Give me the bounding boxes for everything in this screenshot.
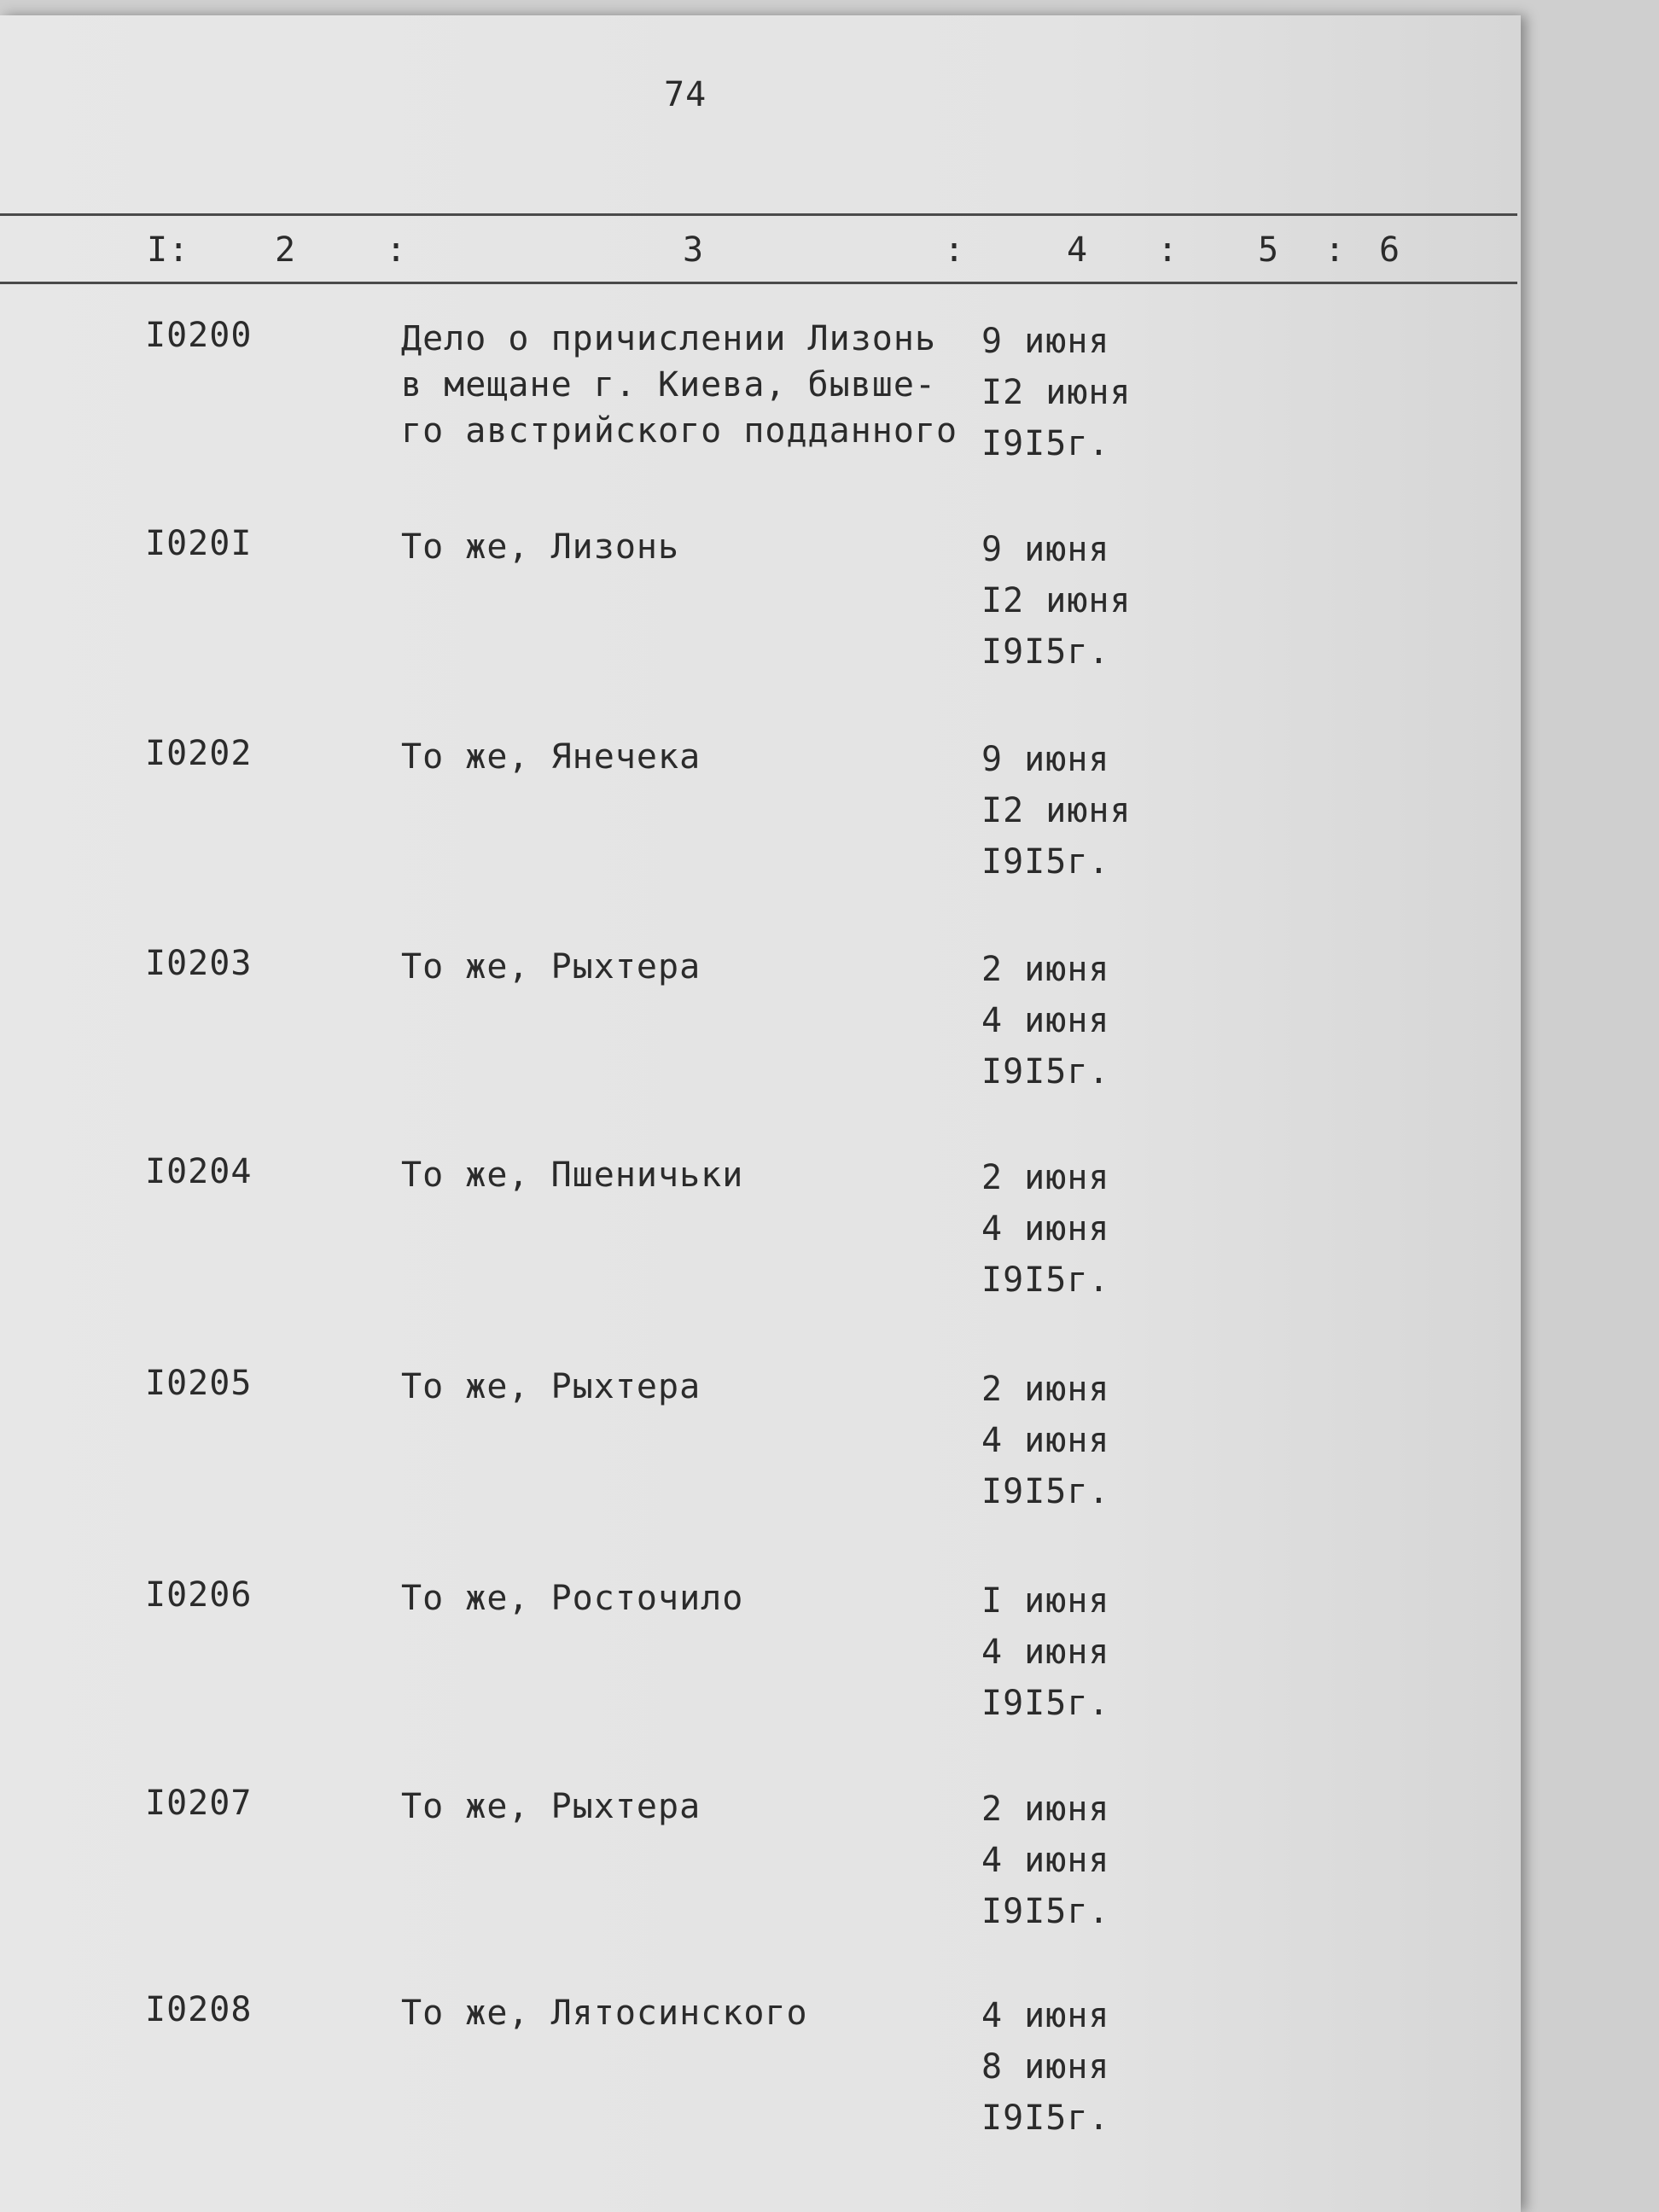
case-dates: [981, 734, 1132, 888]
date-year: I9I5г.: [981, 1472, 1110, 1511]
case-dates: [981, 1990, 1110, 2144]
column-separator: :: [1157, 230, 1179, 270]
column-header-2: 2: [275, 230, 297, 270]
column-header-1: I:: [147, 230, 190, 270]
case-number: I0200: [145, 316, 253, 355]
date-start: 2 июня: [981, 1158, 1110, 1197]
case-number: I0208: [145, 1990, 253, 2029]
date-start: 4 июня: [981, 1996, 1110, 2035]
date-year: I9I5г.: [981, 1052, 1110, 1091]
case-dates: [981, 944, 1110, 1097]
date-start: I июня: [981, 1581, 1110, 1621]
header-rule-top: [0, 213, 1517, 216]
date-year: I9I5г.: [981, 842, 1110, 882]
date-year: I9I5г.: [981, 1684, 1110, 1723]
date-year: I9I5г.: [981, 632, 1110, 672]
case-description: Дело о причислении Лизонь в мещане г. Киева, бывше- го австрийского подданного: [401, 319, 958, 451]
case-description: То же, Янечека: [401, 737, 701, 777]
date-end: I2 июня: [981, 791, 1132, 830]
case-number: I0205: [145, 1364, 253, 1403]
date-start: 9 июня: [981, 322, 1110, 361]
case-description: То же, Лизонь: [401, 527, 680, 567]
date-year: I9I5г.: [981, 424, 1110, 463]
date-end: 4 июня: [981, 1841, 1110, 1880]
case-dates: [981, 1364, 1110, 1517]
date-start: 2 июня: [981, 1370, 1110, 1409]
case-number: I020I: [145, 524, 253, 563]
header-rule-bottom: [0, 282, 1517, 284]
date-start: 2 июня: [981, 1790, 1110, 1829]
column-separator: :: [944, 230, 966, 270]
case-description: То же, Пшеничьки: [401, 1155, 744, 1195]
date-year: I9I5г.: [981, 1892, 1110, 1931]
date-start: 9 июня: [981, 740, 1110, 779]
document-page: [0, 15, 1521, 2212]
case-number: I0207: [145, 1784, 253, 1823]
column-header-5: 5: [1258, 230, 1280, 270]
case-dates: [981, 1784, 1110, 1937]
date-year: I9I5г.: [981, 2098, 1110, 2138]
case-dates: [981, 1575, 1110, 1729]
case-description: То же, Рыхтера: [401, 1787, 701, 1826]
case-number: I0202: [145, 734, 253, 773]
date-end: 4 июня: [981, 1001, 1110, 1040]
case-description: То же, Рыхтера: [401, 1367, 701, 1406]
case-dates: [981, 316, 1132, 469]
date-end: 4 июня: [981, 1633, 1110, 1672]
case-dates: [981, 524, 1132, 678]
column-header-6: 6: [1379, 230, 1401, 270]
column-separator: :: [1324, 230, 1347, 270]
case-number: I0203: [145, 944, 253, 983]
date-end: 8 июня: [981, 2047, 1110, 2087]
column-header-4: 4: [1067, 230, 1089, 270]
page-number: 74: [664, 75, 707, 114]
date-start: 9 июня: [981, 530, 1110, 569]
case-dates: [981, 1152, 1110, 1306]
date-end: 4 июня: [981, 1421, 1110, 1460]
column-separator: :: [386, 230, 408, 270]
case-description: То же, Рыхтера: [401, 947, 701, 987]
column-header-3: 3: [683, 230, 705, 270]
date-end: I2 июня: [981, 581, 1132, 620]
date-end: 4 июня: [981, 1209, 1110, 1249]
date-end: I2 июня: [981, 373, 1132, 412]
case-description: То же, Лятосинского: [401, 1994, 808, 2033]
date-year: I9I5г.: [981, 1260, 1110, 1300]
date-start: 2 июня: [981, 950, 1110, 989]
case-description: То же, Росточило: [401, 1579, 744, 1618]
case-number: I0204: [145, 1152, 253, 1191]
case-number: I0206: [145, 1575, 253, 1615]
